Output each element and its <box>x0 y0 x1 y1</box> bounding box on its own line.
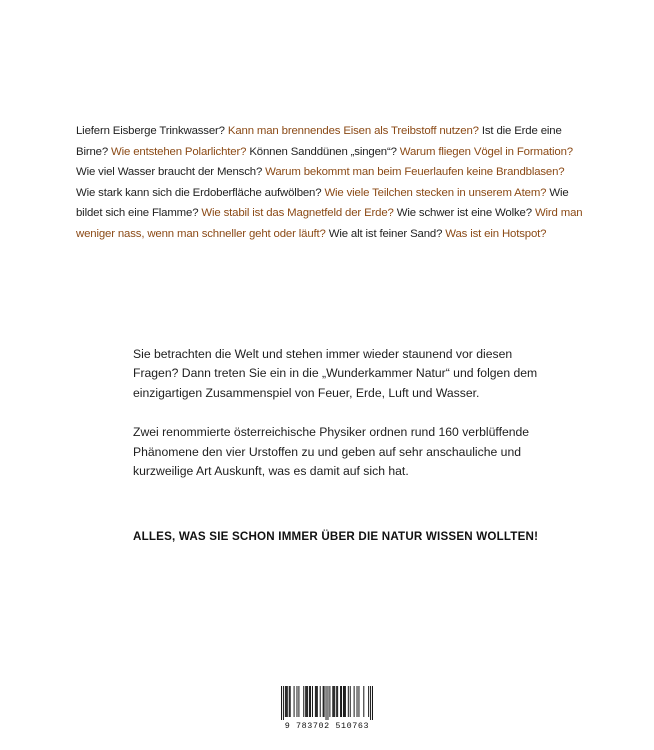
barcode-bar <box>344 686 345 717</box>
question-item: Ist die Erde eine Birne? <box>76 125 562 158</box>
barcode-bar <box>283 686 284 720</box>
question-list <box>76 121 586 245</box>
barcode-bar <box>296 686 297 717</box>
barcode-bar <box>372 686 373 720</box>
barcode-bar <box>334 686 335 717</box>
blurb-paragraph-1: Sie betrachten die Welt und stehen immer wieder staunend vor diesen Fragen? Dann treten Sie ein in die „Wunderkammer Natur“ und folgen dem einzigartigen Zusammenspiel von Feuer, Erde, Luft und Wasser. <box>133 347 538 400</box>
barcode-bar <box>305 686 306 717</box>
question-item: Wird man weniger nass, wenn man schneller geht oder läuft? <box>76 207 583 240</box>
barcode-bar <box>333 686 334 717</box>
barcode-bar <box>326 686 327 720</box>
barcode-bar <box>289 686 290 717</box>
barcode-bar <box>336 686 337 717</box>
barcode-bar <box>332 686 333 717</box>
barcode-bar <box>368 686 369 717</box>
blurb <box>133 345 553 501</box>
question-item: Wie bildet sich eine Flamme? <box>76 186 569 220</box>
question-item: Wie viel Wasser braucht der Mensch? <box>76 166 263 179</box>
barcode-bar <box>343 686 344 717</box>
question-item: Wie alt ist feiner Sand? <box>328 227 443 240</box>
question-item: Wie stark kann sich die Erdoberfläche aufwölben? <box>76 186 322 199</box>
barcode-bar <box>323 686 324 717</box>
barcode-bar <box>327 686 328 720</box>
barcode-bar <box>315 686 316 717</box>
tagline: ALLES, WAS SIE SCHON IMMER ÜBER DIE NATUR WISSEN WOLLTEN! <box>133 530 539 543</box>
barcode-bar <box>324 686 325 717</box>
barcode-bar <box>316 686 317 717</box>
barcode-bar <box>348 686 349 717</box>
barcode-bar <box>281 686 282 720</box>
barcode-bar <box>287 686 288 717</box>
barcode-bar <box>345 686 346 717</box>
question-item: Wie viele Teilchen stecken in unserem Atem? <box>324 186 547 199</box>
question-item: Wie stabil ist das Magnetfeld der Erde? <box>201 207 394 220</box>
question-item: Was ist ein Hotspot? <box>445 227 547 240</box>
barcode-bar <box>309 686 310 717</box>
barcode-bar <box>350 686 351 717</box>
barcode-bar <box>286 686 287 717</box>
barcode-bar <box>341 686 342 717</box>
barcode-bar <box>329 686 330 717</box>
question-item: Können Sanddünen „singen“? <box>249 145 397 158</box>
barcode-bars <box>281 686 373 720</box>
barcode-bar <box>285 686 286 717</box>
barcode-bar <box>310 686 311 717</box>
barcode-bar <box>370 686 371 720</box>
barcode-bar <box>317 686 318 717</box>
blurb-paragraph-2: Zwei renommierte österreichische Physiker ordnen rund 160 verblüffende Phänomene den vier Urstoffen zu und geben auf sehr anschauliche und kurzweilige Art Auskunft, was es damit auf sich hat. <box>133 425 530 479</box>
barcode-bar <box>320 686 321 717</box>
barcode-number: 9 783702 510763 <box>284 721 370 731</box>
barcode-bar <box>340 686 341 717</box>
question-item: Wie entstehen Polarlichter? <box>111 145 247 158</box>
question-item: Kann man brennendes Eisen als Treibstoff nutzen? <box>227 125 479 137</box>
barcode-bar <box>290 686 291 717</box>
question-item: Liefern Eisberge Trinkwasser? <box>76 125 225 137</box>
question-item: Warum bekommt man beim Feuerlaufen keine Brandblasen? <box>265 166 565 179</box>
barcode-bar <box>357 686 358 717</box>
isbn-barcode <box>281 686 373 732</box>
barcode-bar <box>298 686 299 717</box>
barcode-bar <box>354 686 355 717</box>
barcode-bar <box>294 686 295 717</box>
barcode-bar <box>306 686 307 717</box>
barcode-bar <box>307 686 308 717</box>
barcode-bar <box>337 686 338 717</box>
barcode-bar <box>358 686 359 717</box>
question-item: Wie schwer ist eine Wolke? <box>396 207 532 220</box>
barcode-bar <box>363 686 364 717</box>
barcode-bar <box>312 686 313 717</box>
barcode-bar <box>303 686 304 717</box>
question-item: Warum fliegen Vögel in Formation? <box>399 145 573 158</box>
